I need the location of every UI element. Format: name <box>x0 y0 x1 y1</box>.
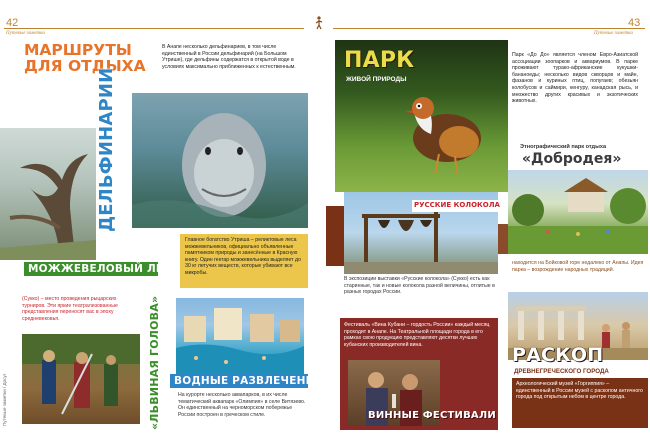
bells-label: РУССКИЕ КОЛОКОЛА <box>414 201 500 209</box>
header-rule-right <box>333 28 645 29</box>
knights-photo <box>22 334 140 424</box>
park-title: ПАРК <box>344 48 415 73</box>
tree-photo <box>0 128 96 260</box>
dolphin-text: В Анапе несколько дельфинариев, в том числе единственный в России дельфинарий (на Большом Утрише), где дельфины содержатся в открытой воде в условиях максимально приближенных к естественным. <box>162 44 296 70</box>
right-page-number: 43 <box>628 17 641 29</box>
excavation-text: Археологический музей «Горгиппия» – единственный в России музей с раскопом античного города под открытым небом в центре города. <box>512 378 648 428</box>
header-rule-left <box>4 28 304 29</box>
right-running-head: Путевые заметки <box>594 31 633 36</box>
water-text: На курорте несколько аквапарков, в их числе тематический аквапарк «Олимпия» в селе Витязево. Он единственный на черноморском побережье России построен в греческом стиле. <box>178 392 306 418</box>
hiker-icon <box>314 16 324 30</box>
lion-head-label: «ЛЬВИНАЯ ГОЛОВА» <box>148 295 161 430</box>
water-label: ВОДНЫЕ РАЗВЛЕЧЕНИЯ <box>174 375 323 387</box>
juniper-text: Главное богатство Утриша – реликтовые леса можжевельников, официально объявленные памятником природы и занесённые в Красную книгу. Один гектар можжевельника выделяет до 30 кг летучих веществ, которые убивают все микробы. <box>180 234 308 288</box>
wine-text: Фестиваль «Вина Кубани – гордость России» каждый месяц проходит в Анапе. На Театральной площади города в его рамках свою продукцию представляют десятки лучших кубанских производителей вина. <box>344 322 490 348</box>
bells-accent-bar <box>326 206 344 266</box>
dolphin-label: ДЕЛЬФИНАРИИ <box>96 67 117 232</box>
waterpark-photo <box>176 298 304 376</box>
ethno-title: «Добродея» <box>522 151 622 167</box>
dolphin-photo <box>132 93 308 228</box>
park-subtitle: ЖИВОЙ ПРИРОДЫ <box>346 76 407 83</box>
dobrodeya-photo <box>508 170 648 254</box>
park-text: Парк «До До» является членом Евро-Азиатской ассоциации зоопарков и аквариумов. В парке проживают турако-африканские кукушки-бананоеды; несколько видов скворцов и майн, фазанов и куриных птиц, попугаев; обезьян колобусов и саймири, кенгуру, канадская рысь, и множество других красивых и экзотических животных. <box>512 52 638 105</box>
excavation-subtitle: ДРЕВНЕГРЕЧЕСКОГО ГОРОДА <box>514 368 609 375</box>
ethno-label: Этнографический парк отдыха <box>520 144 607 150</box>
side-caption: Путевые заметки / Досуг <box>2 373 7 426</box>
left-running-head: Путевые заметки <box>6 31 45 36</box>
lion-head-text: (Сукко) – место проведения рыцарских турниров. Эти яркие театрализованные представления переносят вас в эпоху средневековья. <box>22 296 118 322</box>
page-title: МАРШРУТЫ ДЛЯ ОТДЫХА <box>24 41 146 75</box>
bells-text: В экспозиции выставки «Русские колокола» (Сукко) есть как старинные, так и новые колокола разной величины, отлитые в разных городах России. <box>344 276 495 296</box>
wine-label: ВИННЫЕ ФЕСТИВАЛИ <box>368 410 496 421</box>
juniper-label: МОЖЖЕВЕЛОВЫЙ ЛЕС <box>28 263 172 275</box>
left-page-number: 42 <box>6 17 19 29</box>
excavation-title: РАСКОП <box>512 344 604 366</box>
ethno-text: находится на Бойковой горе недалеко от Анапы. Идея парка – возрождение народных традиций. <box>512 260 644 273</box>
ethno-accent-bar <box>498 224 508 254</box>
